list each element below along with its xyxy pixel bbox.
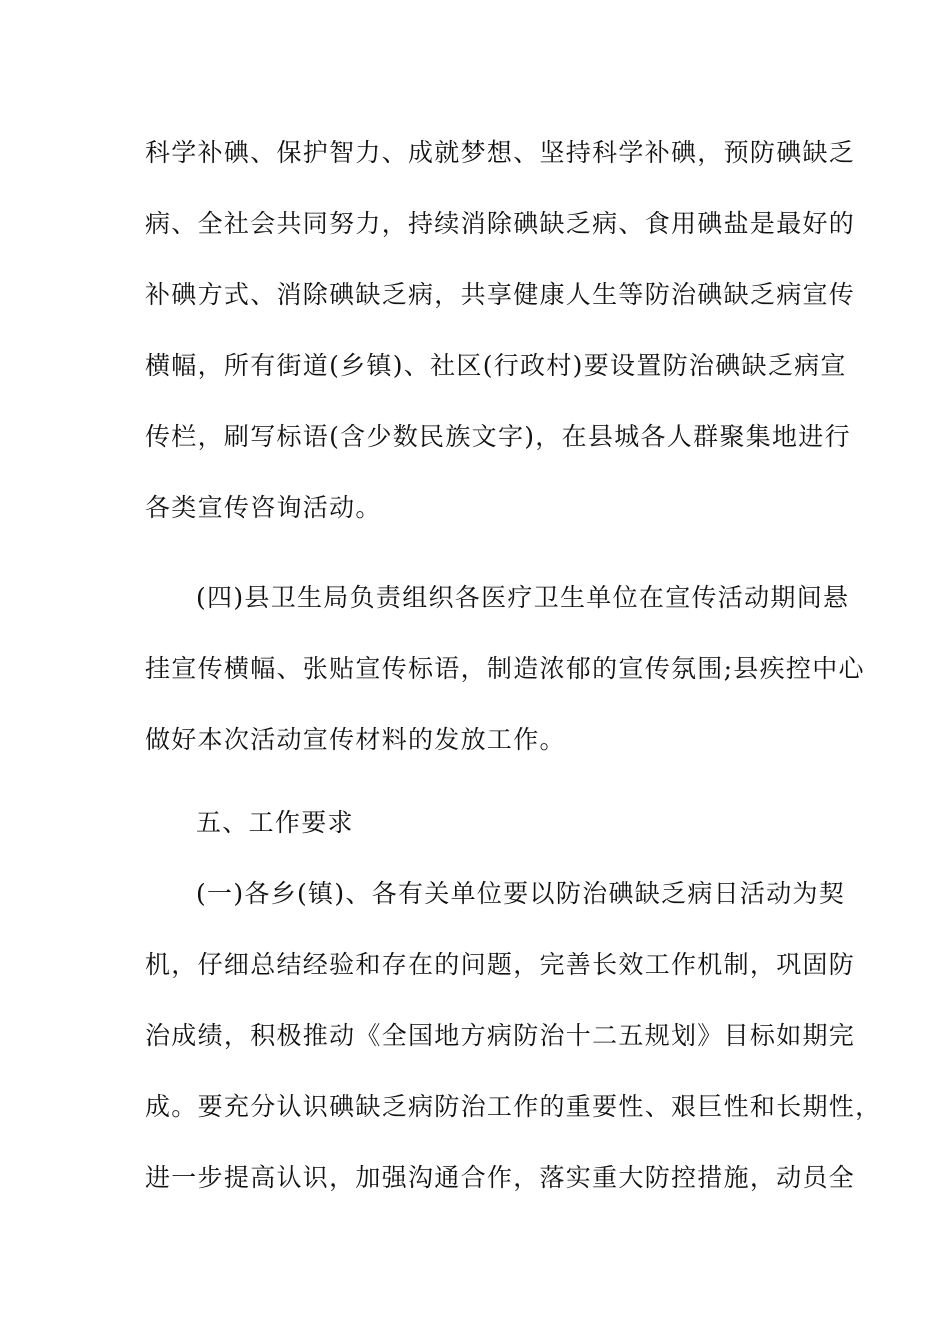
section-heading: 五、工作要求 xyxy=(196,808,354,837)
text-line: 成。要充分认识碘缺乏病防治工作的重要性、艰巨性和长期性， xyxy=(145,1092,882,1121)
text-line: 各类宣传咨询活动。 xyxy=(145,493,382,522)
text-line: 挂宣传横幅、张贴宣传标语，制造浓郁的宣传氛围;县疾控中心 xyxy=(145,654,865,683)
text-line: (一)各乡(镇)、各有关单位要以防治碘缺乏病日活动为契 xyxy=(196,879,846,908)
text-line: 补碘方式、消除碘缺乏病，共享健康人生等防治碘缺乏病宣传 xyxy=(145,280,856,309)
text-line: 治成绩，积极推动《全国地方病防治十二五规划》目标如期完 xyxy=(145,1021,856,1050)
text-line: 病、全社会共同努力，持续消除碘缺乏病、食用碘盐是最好的 xyxy=(145,209,856,238)
text-line: 做好本次活动宣传材料的发放工作。 xyxy=(145,725,566,754)
text-line: 横幅，所有街道(乡镇)、社区(行政村)要设置防治碘缺乏病宣 xyxy=(145,351,847,380)
text-line: 机，仔细总结经验和存在的问题，完善长效工作机制，巩固防 xyxy=(145,950,856,979)
text-line: 传栏，刷写标语(含少数民族文字)，在县城各人群聚集地进行 xyxy=(145,422,851,451)
text-line: (四)县卫生局负责组织各医疗卫生单位在宣传活动期间悬 xyxy=(196,583,850,612)
text-line: 进一步提高认识，加强沟通合作，落实重大防控措施，动员全 xyxy=(145,1163,856,1192)
text-line: 科学补碘、保护智力、成就梦想、坚持科学补碘，预防碘缺乏 xyxy=(145,138,856,167)
